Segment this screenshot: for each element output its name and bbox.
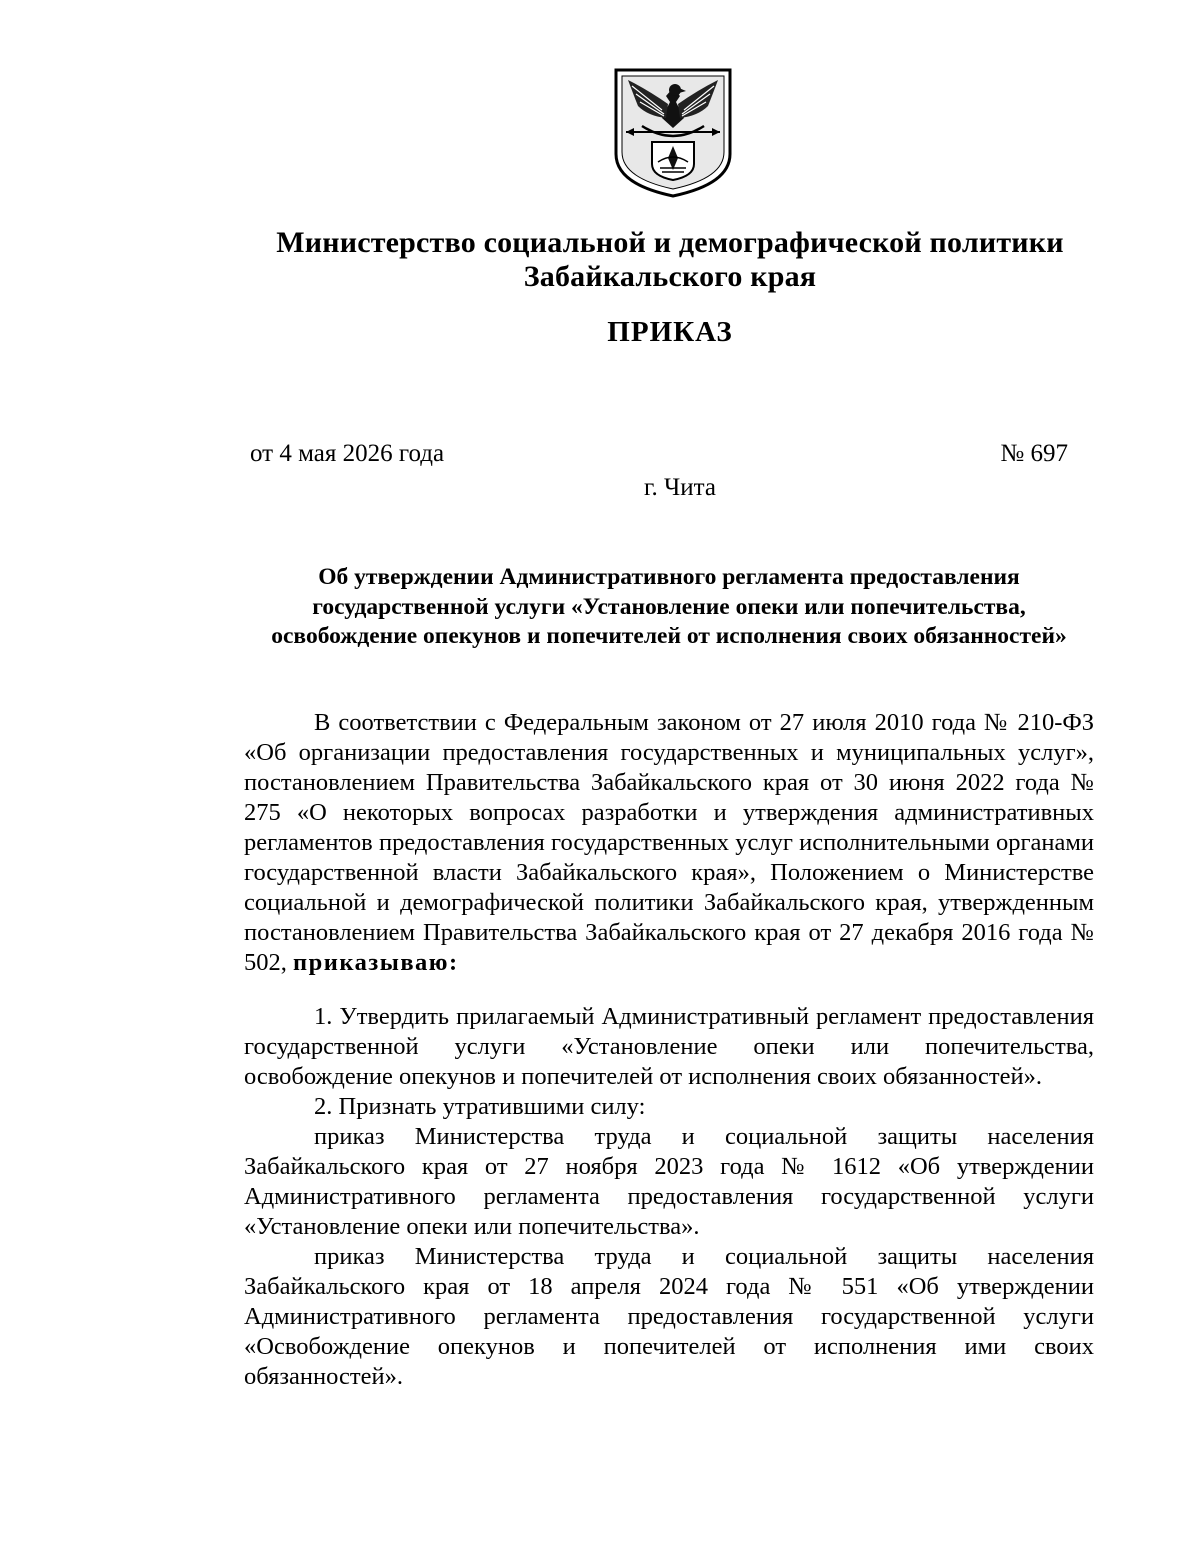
item-2: 2. Признать утратившими силу: (314, 1093, 646, 1120)
order-subject: Об утверждении Административного регламента предоставления государственной услуги «Установление опеки или попечительства, освобождение опекунов и попечителей от исполнения своих обязанностей» (271, 564, 1067, 649)
ministry-name-line1: Министерство социальной и демографической политики (276, 226, 1064, 259)
order-number: № 697 (1000, 440, 1068, 467)
repeal-item-2: приказ Министерства труда и социальной защиты населения Забайкальского края от 18 апреля 2024 года № 551 «Об утверждении Административного регламента предоставления государственной услуги «Освобождение опекунов и попечителей от исполнения ими своих обязанностей». (244, 1243, 1094, 1390)
preamble-paragraph (244, 708, 1094, 978)
document-type: ПРИКАЗ (607, 316, 733, 348)
order-date: от 4 мая 2026 года (250, 440, 445, 467)
order-city: г. Чита (644, 474, 716, 501)
preamble (244, 708, 1094, 978)
coat-of-arms-icon (612, 66, 734, 198)
preamble-text: В соответствии с Федеральным законом от 27 июля 2010 года № 210-ФЗ «Об организации предоставления государственных и муниципальных услуг», постановлением Правительства Забайкальского края от 30 июня 2022 года № 275 «О некоторых вопросах разработки и утверждения административных регламентов предоставления государственных услуг исполнительными органами государственной власти Забайкальского края», Положением о Министерстве социальной и демографической политики Забайкальского края, утвержденным постановлением Правительства Забайкальского края от 27 декабря 2016 года № 502, (244, 709, 1094, 976)
resolution-word: приказываю: (293, 949, 459, 976)
order-items (244, 1002, 1094, 1392)
item-1: 1. Утвердить прилагаемый Административный регламент предоставления государственной услуги «Установление опеки или попечительства, освобождение опекунов и попечителей от исполнения своих обязанностей». (244, 1003, 1094, 1090)
repeal-item-1: приказ Министерства труда и социальной защиты населения Забайкальского края от 27 ноября 2023 года № 1612 «Об утверждении Административного регламента предоставления государственной услуги «Установление опеки или попечительства». (244, 1123, 1094, 1240)
ministry-name-line2: Забайкальского края (523, 260, 817, 293)
